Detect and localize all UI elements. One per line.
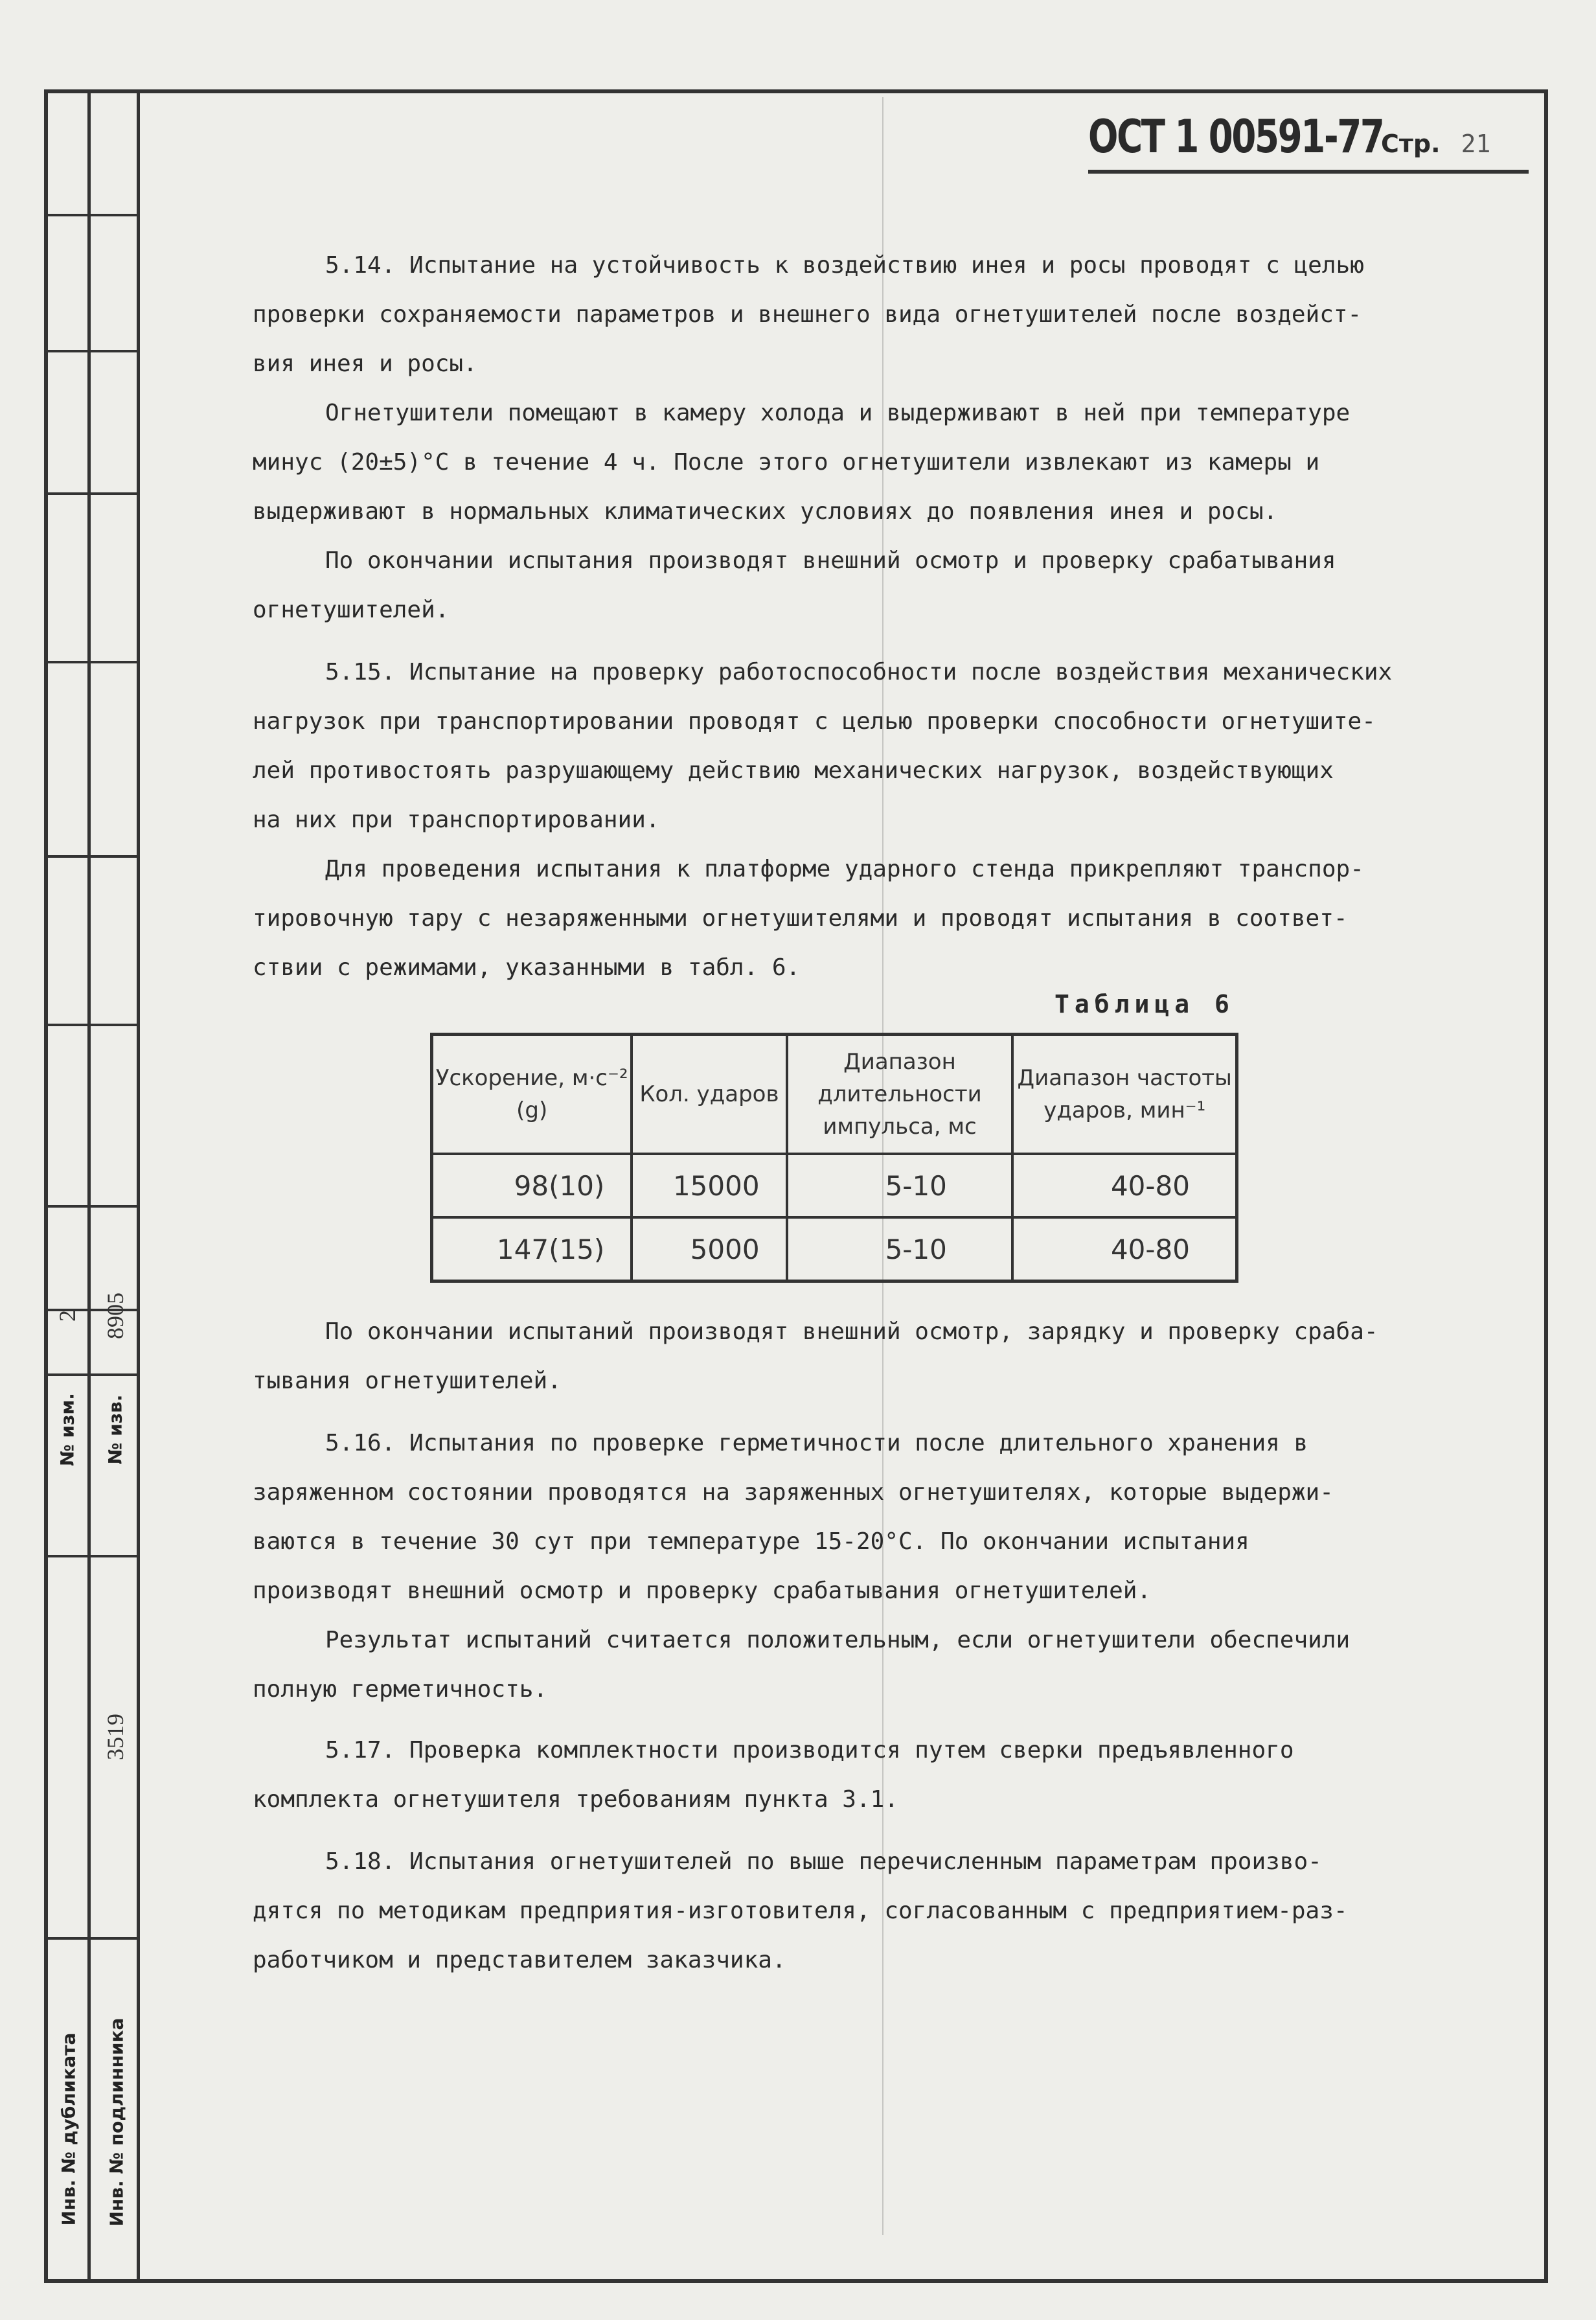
table-cell: 147(15) — [432, 1217, 632, 1281]
stamp-divider — [44, 1024, 140, 1026]
text-line: комплекта огнетушителя требованиям пункта 3.1. — [253, 1786, 898, 1813]
text-line: огнетушителей. — [253, 597, 450, 623]
stamp-divider — [44, 1555, 140, 1557]
table-header-row — [432, 1035, 1237, 1154]
table-cell: 40-80 — [1012, 1154, 1237, 1217]
text-line: выдерживают в нормальных климатических условиях до появления инея и росы. — [253, 498, 1278, 525]
text-line: минус (20±5)°С в течение 4 ч. После этого огнетушители извлекают из камеры и — [253, 449, 1320, 476]
page-label: Стр. — [1381, 130, 1441, 158]
stamp-original-number: 3519 — [102, 1714, 128, 1760]
header-pulse-duration: Диапазон длительности импульса, мс — [787, 1035, 1013, 1154]
text-line: 5.14. Испытание на устойчивость к воздействию инея и росы проводят с целью — [325, 252, 1364, 279]
text-line: лей противостоять разрушающему действию механических нагрузок, воздействующих — [253, 757, 1334, 784]
stamp-divider — [44, 492, 140, 495]
table-cell: 98(10) — [432, 1154, 632, 1217]
table-cell: 5000 — [632, 1217, 786, 1281]
text-line: 5.16. Испытания по проверке герметичности после длительного хранения в — [325, 1430, 1308, 1456]
text-line: Результат испытаний считается положительным, если огнетушители обеспечили — [325, 1627, 1351, 1653]
stamp-notice-number: 8905 — [102, 1292, 128, 1339]
text-line: тывания огнетушителей. — [253, 1368, 562, 1394]
header-impact-frequency: Диапазон частоты ударов, мин⁻¹ — [1012, 1035, 1237, 1154]
table-cell: 5-10 — [787, 1217, 1013, 1281]
stamp-column-left — [44, 89, 91, 2283]
stamp-divider — [44, 350, 140, 352]
table-cell: 5-10 — [787, 1154, 1013, 1217]
text-line: работчиком и представителем заказчика. — [253, 1947, 786, 1973]
document-code: ОСТ 1 00591-77 — [1088, 110, 1384, 163]
stamp-label-change: № изм. — [56, 1393, 78, 1466]
header-acceleration: Ускорение, м·с⁻² (g) — [432, 1035, 632, 1154]
text-line: ствии с режимами, указанными в табл. 6. — [253, 954, 801, 981]
table-row — [432, 1154, 1237, 1217]
text-line: Огнетушители помещают в камеру холода и выдерживают в ней при температуре — [325, 400, 1351, 426]
stamp-divider — [44, 661, 140, 663]
table-row — [432, 1217, 1237, 1281]
stamp-divider — [44, 1937, 140, 1940]
text-line: 5.18. Испытания огнетушителей по выше перечисленным параметрам произво- — [325, 1848, 1322, 1875]
text-line: ваются в течение 30 сут при температуре 15-20°С. По окончании испытания — [253, 1528, 1249, 1555]
text-line: полную герметичность. — [253, 1676, 548, 1703]
table-caption: Таблица 6 — [1054, 990, 1235, 1018]
stamp-column-right — [91, 89, 140, 2283]
text-line: заряженном состоянии проводятся на заряженных огнетушителях, которые выдержи- — [253, 1479, 1334, 1506]
test-modes-table — [430, 1033, 1238, 1283]
text-line: тировочную тару с незаряженными огнетушителями и проводят испытания в соответ- — [253, 905, 1348, 932]
text-line: на них при транспортировании. — [253, 807, 660, 833]
stamp-label-original: Инв. № подлинника — [106, 2017, 128, 2227]
text-line: По окончании испытаний производят внешний осмотр, зарядку и проверку сраба- — [325, 1318, 1378, 1345]
page-number: 21 — [1461, 130, 1491, 158]
text-line: проверки сохраняемости параметров и внешнего вида огнетушителей после воздейст- — [253, 301, 1362, 328]
text-line: вия инея и росы. — [253, 350, 477, 377]
header-impact-count: Кол. ударов — [632, 1035, 786, 1154]
stamp-divider — [44, 1205, 140, 1208]
stamp-label-notice: № изв. — [104, 1394, 126, 1465]
text-line: нагрузок при транспортировании проводят с целью проверки способности огнетушите- — [253, 708, 1376, 735]
document-header — [1088, 110, 1529, 174]
text-line: 5.15. Испытание на проверку работоспособности после воздействия механических — [325, 659, 1393, 685]
text-line: 5.17. Проверка комплектности производится путем сверки предъявленного — [325, 1737, 1294, 1763]
text-line: производят внешний осмотр и проверку срабатывания огнетушителей. — [253, 1578, 1152, 1604]
stamp-divider — [44, 1373, 140, 1376]
table-cell: 15000 — [632, 1154, 786, 1217]
text-line: По окончании испытания производят внешний осмотр и проверку срабатывания — [325, 547, 1336, 574]
table-cell: 40-80 — [1012, 1217, 1237, 1281]
stamp-label-duplicate: Инв. № дубликата — [58, 2032, 80, 2226]
stamp-change-number: 2 — [54, 1310, 80, 1322]
stamp-divider — [44, 214, 140, 216]
text-line: дятся по методикам предприятия-изготовителя, согласованным с предприятием-раз- — [253, 1898, 1348, 1924]
stamp-divider — [44, 855, 140, 858]
text-line: Для проведения испытания к платформе ударного стенда прикрепляют транспор- — [325, 856, 1364, 882]
